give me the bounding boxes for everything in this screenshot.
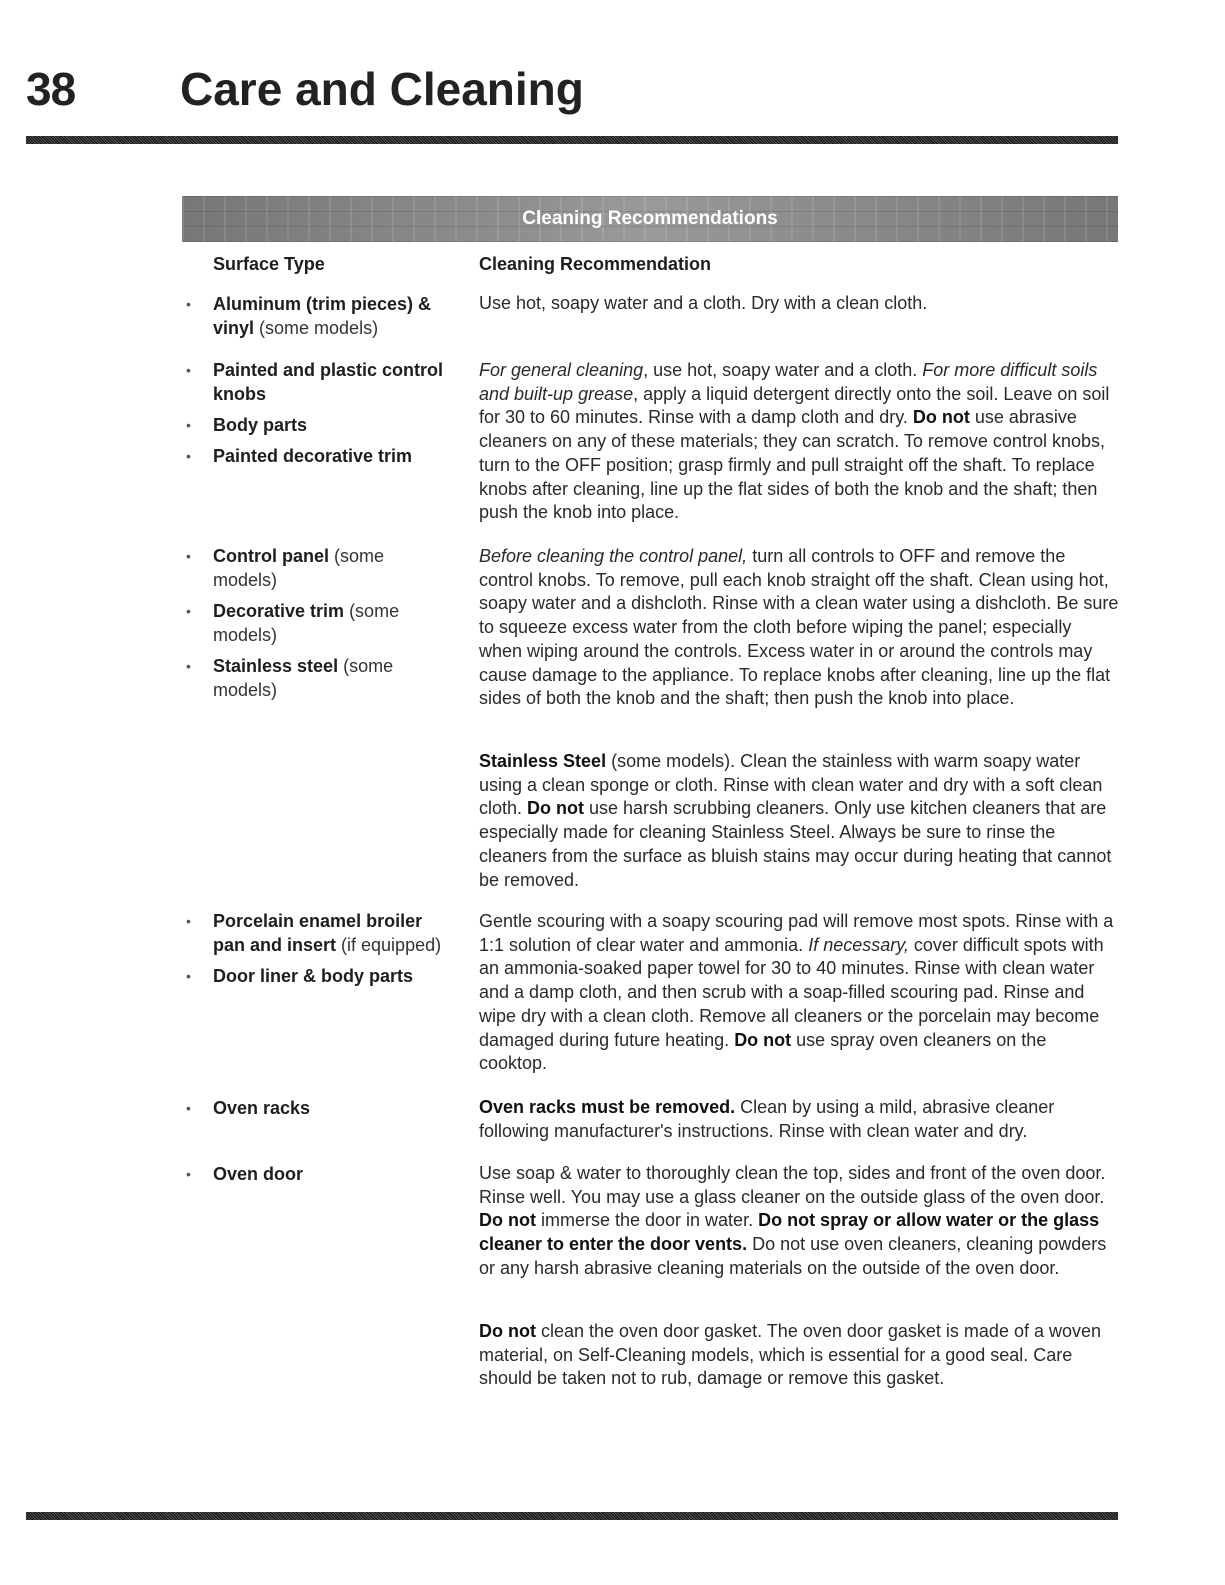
bullet-icon: • bbox=[186, 417, 191, 433]
emphasis-text: Do not bbox=[479, 1321, 536, 1341]
recommendation-paragraph bbox=[479, 1096, 1119, 1143]
body-text: immerse the door in water. bbox=[535, 1210, 759, 1231]
body-text: Use soap & water to thoroughly clean the top, sides and front of the oven door. Rinse well. You may use a glass cleaner on the outside glass of the oven door. bbox=[479, 1163, 1106, 1207]
recommendation-paragraph bbox=[479, 750, 1119, 892]
surface-item bbox=[183, 654, 453, 702]
top-rule bbox=[26, 136, 1118, 144]
emphasis-text: Stainless Steel bbox=[479, 751, 607, 771]
body-text: Clean by using a mild, abrasive cleaner following manufacturer's instructions. Rinse with clean water and dry. bbox=[479, 1097, 1055, 1141]
surface-name: Painted decorative trim bbox=[213, 446, 413, 466]
body-text: clean the oven door gasket. The oven door gasket is made of a woven material, on Self-Cleaning models, which is essential for a good seal. Care should be taken not to rub, damage or remove this gasket. bbox=[479, 1321, 1102, 1389]
column-header-recommendation: Cleaning Recommendation bbox=[479, 254, 712, 274]
bullet-icon: • bbox=[186, 603, 191, 619]
surface-note: (if equipped) bbox=[336, 935, 442, 955]
italic-text: For more difficult soils and built-up grease bbox=[479, 360, 1098, 404]
section-banner bbox=[182, 196, 1118, 242]
surface-name: Control panel bbox=[213, 546, 329, 566]
bullet-icon: • bbox=[186, 913, 191, 929]
emphasis-text: Do not bbox=[479, 1210, 536, 1231]
emphasis-text: Do not spray or allow water or the glass cleaner to enter the door vents. bbox=[479, 1210, 1100, 1255]
surface-item bbox=[183, 358, 453, 406]
body-text: Do not use oven cleaners, cleaning powders or any harsh abrasive cleaning materials on the outside of the oven door. bbox=[479, 1234, 1107, 1278]
surface-note: (some models) bbox=[213, 601, 400, 645]
surface-note: (some models) bbox=[254, 318, 379, 338]
body-text: use spray oven cleaners on the cooktop. bbox=[479, 1029, 1047, 1074]
surface-note: (some models) bbox=[213, 546, 385, 590]
bullet-icon: • bbox=[186, 296, 191, 312]
recommendation-paragraph bbox=[479, 910, 1119, 1076]
bullet-icon: • bbox=[186, 658, 191, 674]
surface-list bbox=[183, 909, 453, 995]
surface-name: Body parts bbox=[213, 415, 308, 435]
body-text: use abrasive cleaners on any of these materials; they can scratch. To remove control knobs, turn to the OFF position; grasp firmly and pull straight off the shaft. To replace knobs after cleaning, line up the flat sides of both the knob and the shaft; then push the knob into place. bbox=[479, 407, 1105, 523]
surface-note: (some models) bbox=[213, 656, 394, 700]
surface-item bbox=[183, 964, 453, 988]
bullet-icon: • bbox=[186, 1100, 191, 1116]
surface-item bbox=[183, 413, 453, 437]
surface-item bbox=[183, 909, 453, 957]
surface-name: Oven door bbox=[213, 1164, 304, 1184]
surface-item bbox=[183, 1162, 453, 1186]
surface-list bbox=[183, 358, 453, 475]
surface-item bbox=[183, 1096, 453, 1120]
surface-name: Decorative trim bbox=[213, 601, 345, 621]
surface-list bbox=[183, 544, 453, 709]
surface-item bbox=[183, 544, 453, 592]
surface-name: Stainless steel bbox=[213, 656, 339, 676]
body-text: , apply a liquid detergent directly onto the soil. Leave on soil for 30 to 60 minutes. Rinse with a damp cloth and dry. bbox=[479, 383, 1110, 428]
surface-item bbox=[183, 444, 453, 468]
bullet-icon: • bbox=[186, 448, 191, 464]
bullet-icon: • bbox=[186, 968, 191, 984]
surface-item bbox=[183, 599, 453, 647]
recommendation-paragraph bbox=[479, 292, 1119, 316]
body-text: , use hot, soapy water and a cloth. bbox=[643, 360, 923, 380]
body-text: Use hot, soapy water and a cloth. Dry with a clean cloth. bbox=[479, 293, 928, 313]
italic-text: Before cleaning the control panel, bbox=[479, 546, 748, 566]
recommendation-paragraph bbox=[479, 359, 1119, 525]
body-text: turn all controls to OFF and remove the control knobs. To remove, pull each knob straight off the shaft. Clean using hot, soapy water and a dishcloth. Rinse with a clean water using a dishcloth. Be sure to squeeze excess water from the cloth before wiping the panel; especially when wiping around the controls. Excess water in or around the controls may cause damage to the appliance. To replace knobs after cleaning, line up the flat sides of both the knob and the shaft; then push the knob into place. bbox=[479, 546, 1119, 709]
body-text: (some models). Clean the stainless with warm soapy water using a clean sponge or cloth. Rinse with clean water and dry with a soft clean cloth. bbox=[479, 751, 1103, 819]
body-text: cover difficult spots with an ammonia-soaked paper towel for 30 to 40 minutes. Rinse with clean water and a damp cloth, and then scrub with a soap-filled scouring pad. Rinse and wipe dry with a clean cloth. Remove all cleaners or the porcelain may become damaged during future heating. bbox=[479, 934, 1104, 1050]
recommendation-paragraph bbox=[479, 1162, 1119, 1281]
body-text: use harsh scrubbing cleaners. Only use kitchen cleaners that are especially made for cleaning Stainless Steel. Always be sure to rinse the cleaners from the surface as bluish stains may occur during heating that cannot be removed. bbox=[479, 798, 1112, 890]
surface-item bbox=[183, 292, 453, 340]
surface-list bbox=[183, 1162, 453, 1193]
surface-list bbox=[183, 292, 453, 347]
surface-list bbox=[183, 1096, 453, 1127]
bottom-rule bbox=[26, 1512, 1118, 1520]
surface-name: Painted and plastic control knobs bbox=[213, 360, 444, 404]
recommendation-paragraph bbox=[479, 545, 1119, 711]
body-text: Gentle scouring with a soapy scouring pad will remove most spots. Rinse with a 1:1 solution of clear water and ammonia. bbox=[479, 911, 1114, 955]
surface-name: Oven racks bbox=[213, 1098, 311, 1118]
italic-text: If necessary, bbox=[808, 934, 909, 955]
surface-name: Porcelain enamel broiler pan and insert bbox=[213, 911, 423, 955]
recommendation-paragraph bbox=[479, 1320, 1119, 1391]
bullet-icon: • bbox=[186, 548, 191, 564]
page-title: Care and Cleaning bbox=[180, 63, 584, 115]
emphasis-text: Do not bbox=[734, 1029, 792, 1050]
column-header-surface: Surface Type bbox=[213, 254, 325, 274]
bullet-icon: • bbox=[186, 1166, 191, 1182]
emphasis-text: Do not bbox=[527, 798, 585, 819]
page-number: 38 bbox=[26, 63, 76, 115]
emphasis-text: Do not bbox=[912, 407, 970, 428]
surface-name: Aluminum (trim pieces) & vinyl bbox=[213, 294, 432, 338]
banner-title: Cleaning Recommendations bbox=[522, 208, 778, 229]
emphasis-text: Oven racks must be removed. bbox=[479, 1097, 736, 1117]
italic-text: For general cleaning bbox=[479, 360, 644, 380]
surface-name: Door liner & body parts bbox=[213, 966, 414, 986]
bullet-icon: • bbox=[186, 362, 191, 378]
